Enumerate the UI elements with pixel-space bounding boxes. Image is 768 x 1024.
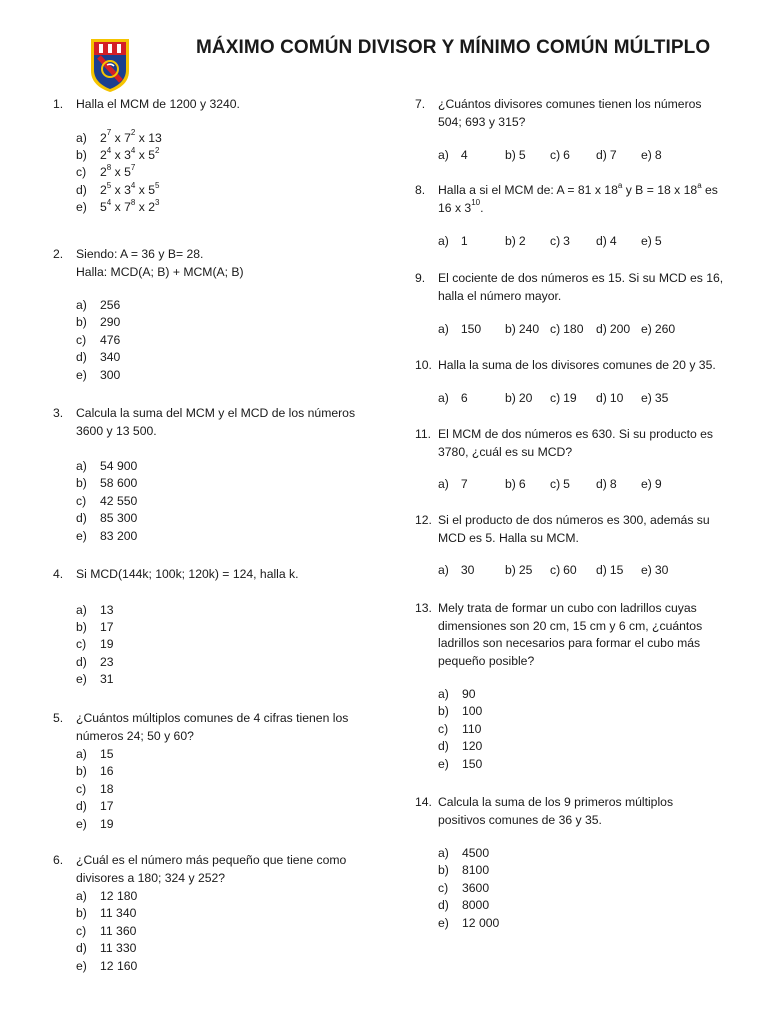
option-e[interactable]: e) 260 — [641, 322, 676, 336]
option-b[interactable]: b) 16 — [76, 764, 114, 779]
question-3: 3. Calcula la suma del MCM y el MCD de los números 3600 y 13 500. a) 54 900 b) 58 600 c) 42 550 d) 85 300 e) 83 200 — [53, 405, 383, 545]
option-c[interactable]: c) 3 — [550, 234, 570, 248]
option-a[interactable]: a) 4500 — [438, 846, 490, 860]
option-a[interactable]: a) 150 — [438, 322, 482, 336]
question-9: 9. El cociente de dos números es 15. Si su MCD es 16, halla el número mayor. a) 150 b) 240 c) 180 d) 200 e) 260 — [415, 271, 724, 336]
option-e[interactable]: e) 12 160 — [76, 958, 138, 973]
option-e[interactable]: e) 5 — [641, 234, 662, 248]
option-e[interactable]: e) 19 — [76, 816, 114, 831]
option-b[interactable]: b) 8100 — [438, 863, 490, 878]
option-c[interactable]: c) 19 — [76, 637, 114, 652]
option-d[interactable]: d) 17 — [76, 799, 114, 814]
option-b[interactable]: b) 20 — [505, 390, 533, 405]
option-d[interactable]: d) 85 300 — [76, 511, 138, 526]
question-13: 13. Mely trata de formar un cubo con ladrillos cuyas dimensiones son 20 cm, 15 cm y 6 cm, ¿cuántos ladrillos son necesarios para formar el cubo más pequeño posible? a) 90 b) 100 c) 110 d) 120 e) 150 — [415, 600, 735, 773]
option-b[interactable]: b) 240 — [505, 322, 540, 336]
option-c[interactable]: c) 18 — [76, 781, 114, 796]
question-10: 10. Halla la suma de los divisores comunes de 20 y 35. a) 6 b) 20 c) 19 d) 10 e) 35 — [415, 358, 716, 405]
option-b[interactable]: b) 2 — [505, 234, 526, 248]
option-d[interactable]: d) 7 — [596, 148, 617, 162]
option-b[interactable]: b) 17 — [76, 619, 114, 634]
question-8: 8. Halla a si el MCM de: A = 81 x 18$^a$ y B = 18 x 18$^a$ es 16 x $3^{10}$. a) 1 b) 2 c) 3 d) 4 e) 5 — [415, 180, 718, 248]
question-7: 7. ¿Cuántos divisores comunes tienen los números 504; 693 y 315? a) 4 b) 5 c) 6 d) 7 e) 8 — [415, 97, 702, 162]
option-d[interactable]: d) 11 330 — [76, 941, 137, 956]
option-b[interactable]: b) $2^4$ x $3^4$ x $5^2$ — [76, 145, 160, 162]
option-d[interactable]: d) $2^5$ x $3^4$ x $5^5$ — [76, 180, 160, 197]
option-c[interactable]: c) 11 360 — [76, 923, 137, 938]
option-d[interactable]: d) 200 — [596, 322, 631, 336]
option-a[interactable]: a) 7 — [438, 477, 468, 491]
option-e[interactable]: e) 30 — [641, 563, 669, 577]
question-1 — [53, 96, 383, 217]
option-b[interactable]: b) 100 — [438, 704, 483, 719]
option-a[interactable]: a) 54 900 — [76, 459, 138, 473]
question-4: 4. Si MCD(144k; 100k; 120k) = 124, halla k. a) 13 b) 17 c) 19 d) 23 e) 31 — [53, 566, 383, 689]
option-e[interactable]: e) 12 000 — [438, 915, 500, 930]
option-e[interactable]: e) $5^4$ x $7^8$ x $2^3$ — [76, 198, 160, 215]
question-5: 5. ¿Cuántos múltiplos comunes de 4 cifras tienen los números 24; 50 y 60? a) 15 b) 16 c) 18 d) 17 e) 19 — [53, 710, 383, 833]
option-d[interactable]: d) 15 — [596, 563, 624, 577]
question-text: Halla el MCM de 1200 y 3240. — [76, 97, 240, 111]
option-b[interactable]: b) 11 340 — [76, 906, 137, 921]
option-a[interactable]: a) 90 — [438, 687, 476, 701]
option-c[interactable]: c) 476 — [76, 332, 121, 347]
option-b[interactable]: b) 25 — [505, 563, 533, 577]
option-a[interactable]: a) 15 — [76, 747, 114, 761]
option-d[interactable]: d) 10 — [596, 390, 624, 405]
option-c[interactable]: c) 3600 — [438, 880, 490, 895]
option-c[interactable]: c) 110 — [438, 721, 482, 736]
option-b[interactable]: b) 6 — [505, 477, 526, 491]
question-12: 12. Si el producto de dos números es 300, además su MCD es 5. Halla su MCM. a) 30 b) 25 c) 60 d) 15 e) 30 — [415, 513, 710, 577]
option-e[interactable]: e) 31 — [76, 672, 114, 687]
question-number: 1. — [53, 97, 64, 111]
option-c[interactable]: c) 60 — [550, 563, 577, 577]
option-b[interactable]: b) 290 — [76, 315, 121, 330]
option-e[interactable]: e) 83 200 — [76, 528, 138, 543]
option-a[interactable]: a) 6 — [438, 390, 468, 405]
option-a[interactable]: a) 4 — [438, 148, 468, 162]
question-14: 14. Calcula la suma de los 9 primeros múltiplos positivos comunes de 36 y 35. a) 4500 b) 8100 c) 3600 d) 8000 e) 12 000 — [415, 794, 735, 932]
option-e[interactable]: e) 150 — [438, 756, 483, 771]
option-b[interactable]: b) 5 — [505, 148, 526, 162]
option-a[interactable]: a) 256 — [76, 298, 121, 312]
page-title: MÁXIMO COMÚN DIVISOR Y MÍNIMO COMÚN MÚLTIPLO — [196, 37, 711, 58]
option-d[interactable]: d) 23 — [76, 654, 114, 669]
question-6: 6. ¿Cuál es el número más pequeño que tiene como divisores a 180; 324 y 252? a) 12 180 b) 11 340 c) 11 360 d) 11 330 e) 12 160 — [53, 852, 383, 975]
question-11: 11. El MCM de dos números es 630. Si su producto es 3780, ¿cuál es su MCD? a) 7 b) 6 c) 5 d) 8 e) 9 — [415, 427, 714, 491]
option-a[interactable]: a) 1 — [438, 234, 468, 248]
option-e[interactable]: e) 8 — [641, 148, 662, 162]
option-e[interactable]: e) 35 — [641, 390, 669, 405]
question-text: Halla: MCD(A; B) + MCM(A; B) — [76, 264, 244, 279]
option-d[interactable]: d) 8 — [596, 477, 617, 491]
option-a[interactable]: a) 30 — [438, 563, 475, 577]
option-c[interactable]: c) 180 — [550, 322, 584, 336]
option-b[interactable]: b) 58 600 — [76, 476, 138, 491]
option-e[interactable]: e) 300 — [76, 367, 121, 382]
option-c[interactable]: c) 42 550 — [76, 493, 138, 508]
option-c[interactable]: c) 19 — [550, 390, 577, 405]
option-c[interactable]: c) 6 — [550, 148, 570, 162]
option-c[interactable]: c) 5 — [550, 477, 570, 491]
option-d[interactable]: d) 120 — [438, 739, 483, 754]
option-a[interactable]: a) 12 180 — [76, 889, 138, 903]
option-d[interactable]: d) 4 — [596, 234, 617, 248]
option-a[interactable]: a) $2^7$ x $7^2$ x 13 — [76, 128, 162, 145]
option-c[interactable]: c) $2^8$ x $5^7$ — [76, 163, 136, 180]
option-a[interactable]: a) 13 — [76, 602, 114, 617]
option-d[interactable]: d) 8000 — [438, 898, 490, 913]
option-e[interactable]: e) 9 — [641, 477, 662, 491]
question-2: 2. Siendo: A = 36 y B= 28. Halla: MCD(A; B) + MCM(A; B) a) 256 b) 290 c) 476 d) 340 e) 300 — [53, 246, 383, 384]
school-crest-logo — [89, 37, 131, 93]
option-d[interactable]: d) 340 — [76, 350, 121, 365]
question-text: Siendo: A = 36 y B= 28. — [76, 247, 204, 261]
